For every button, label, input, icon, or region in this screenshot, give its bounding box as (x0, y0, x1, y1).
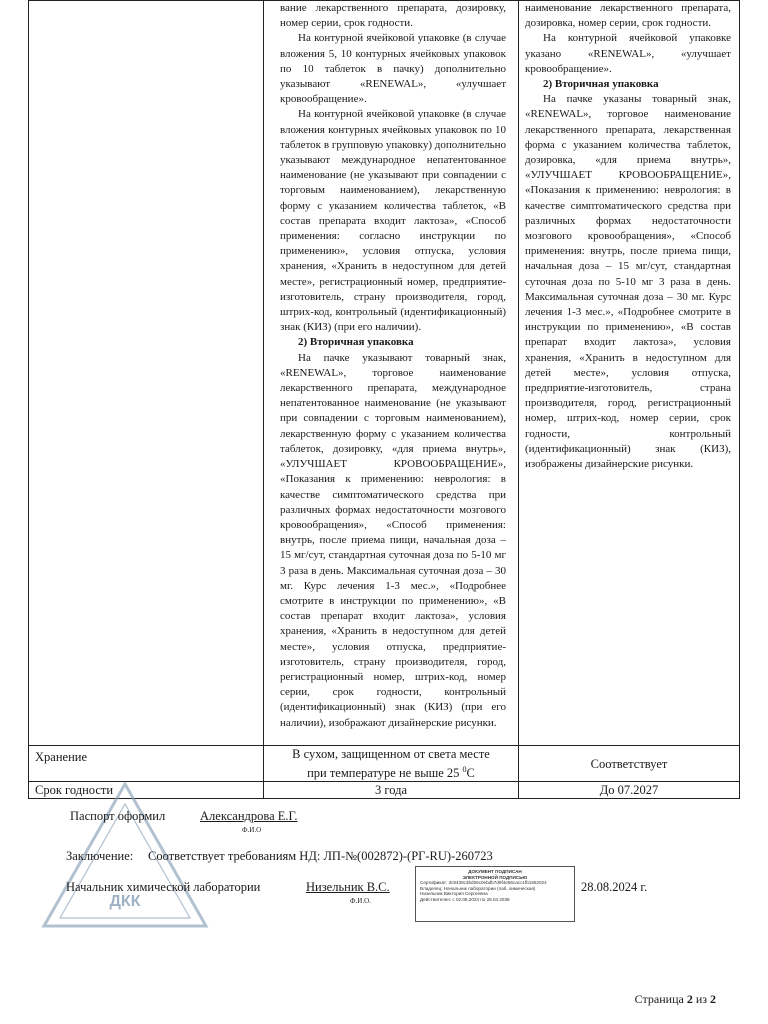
svg-text:ДКК: ДКК (109, 893, 141, 910)
conclusion-label: Заключение: (66, 849, 134, 863)
specification-table (28, 0, 740, 799)
empty-parameter-cell (29, 1, 264, 746)
storage-requirement: В сухом, защищенном от света месте при температуре не выше 25 $^0$С (264, 746, 519, 782)
passport-fio-caption: Ф.И.О (242, 826, 262, 834)
shelf-life-result: До 07.2027 (519, 782, 740, 799)
paragraph: На контурной ячейковой упаковке (в случае вложения 5, 10 контурных ячейковых упаковок по 10 таблеток в пачку) дополнительно указывают «RENEWAL», «улучшает кровообращение». (280, 32, 506, 106)
passport-name: Александрова Е.Г. (200, 809, 298, 823)
conclusion-text: Соответствует требованиям НД: ЛП-№(002872)-(РГ-RU)-260723 (148, 849, 493, 863)
packaging-row (29, 1, 740, 746)
paragraph: вание лекарственного препарата, дозировку, номер серии, срок годности. (280, 2, 506, 30)
head-lab-fio-caption: Ф.И.О. (350, 897, 371, 905)
paragraph: наименование лекарственного препарата, дозировка, номер серии, срок годности. (525, 2, 731, 30)
storage-row (29, 746, 740, 782)
electronic-signature-box: ДОКУМЕНТ ПОДПИСАН ЭЛЕКТРОННОЙ ПОДПИСЬЮ Сертификат: 3c9438c3bd06c0ebdb7d9f4e56cacc1fb1552024 Владелец: Начальник лаборатории (лаб. химическая) Низельник Виктория Сергеевна Действителен: с 02.08.2023 по 28.04.2038 (415, 866, 575, 922)
head-lab-label: Начальник химической лаборатории (66, 880, 261, 894)
result-text (519, 1, 739, 472)
paragraph: На контурной ячейковой упаковке указано «RENEWAL», «улучшает кровообращение». (525, 32, 731, 75)
requirement-cell (264, 1, 519, 746)
shelf-life-label: Срок годности (29, 782, 264, 799)
paragraph: На пачке указаны товарный знак, «RENEWAL», торговое наименование лекарственного препарата, лекарственная форма с указанием количества таблеток, дозировка, «для приема внутрь», «УЛУЧШАЕТ КРОВООБРАЩЕНИЕ», «Показания к применению: неврология: в качестве симптоматического средства при различных формах недостаточности мозгового кровообращения», «Способ применения: внутрь, после приема пищи, начальная доза – 15 мг/сут, стандартная суточная доза по 5-10 мг 3 раза в день. Максимальная суточная доза – 30 мг. Курс лечения 1-3 мес.», «Подробнее смотрите в инструкции по применению», «В состав препарат входит лактоза», условия хранения, «Хранить в недоступном для детей месте», условия отпуска, предприятие-изготовитель, страна производителя, город, регистрационный номер, штрих-код, номер серии, срок годности, контрольный (идентификационный) знак (КИЗ), изображены дизайнерские рисунки. (525, 93, 731, 471)
requirement-text (264, 1, 518, 731)
shelf-life-requirement: 3 года (264, 782, 519, 799)
storage-result: Соответствует (519, 746, 740, 782)
paragraph: На пачке указывают товарный знак, «RENEWAL», торговое наименование лекарственного препарата, международное непатентованное наименование (не указывают при совпадении с торговым наименованием), лекарственную форму с указанием количества таблеток, дозировку, «для приема внутрь», «УЛУЧШАЕТ КРОВООБРАЩЕНИЕ», «Показания к применению: неврология: в качестве симптоматического средства при различных формах недостаточности мозгового кровообращения», «Способ применения: внутрь, после приема пищи, начальная доза – 15 мг/сут, стандартная суточная доза по 5-10 мг 3 раза в день. Максимальная суточная доза – 30 мг. Курс лечения 1-3 мес.», «Подробнее смотрите в инструкции по применению», «В состав препарат входит лактоза», условия хранения, «Хранить в недоступном для детей месте», условия отпуска, предприятие-изготовитель, страну производителя, город, регистрационный номер, штрих-код, номер серии, срок годности, контрольный (идентификационный) знак (КИЗ) (при его наличии), изображают дизайнерские рисунки. (280, 351, 506, 729)
result-cell (519, 1, 740, 746)
page-number: Страница 2 из 2 (634, 992, 716, 1006)
head-lab-name: Низельник В.С. (306, 880, 390, 894)
storage-label: Хранение (29, 746, 264, 782)
paragraph: На контурной ячейковой упаковке (в случае вложения контурных ячейковых упаковок по 10 таблеток в групповую упаковку) дополнительно указывают международное непатентованное наименование (не указывают при совпадении с торговым наименованием), лекарственную форму с указанием количества таблеток, «В состав препарата входит лактоза», «Способ применения: согласно инструкции по применению», условия отпуска, условия хранения, «Хранить в недоступном для детей месте», регистрационный номер, предприятие-изготовитель, страну производителя, город, штрих-код, контрольный (идентификационный) знак (КИЗ) (при его наличии). (280, 108, 506, 334)
document-page (28, 0, 736, 799)
passport-label: Паспорт оформил (70, 809, 166, 823)
signature-date: 28.08.2024 г. (581, 880, 648, 894)
section-heading: 2) Вторичная упаковка (298, 336, 414, 349)
section-heading: 2) Вторичная упаковка (543, 78, 659, 91)
